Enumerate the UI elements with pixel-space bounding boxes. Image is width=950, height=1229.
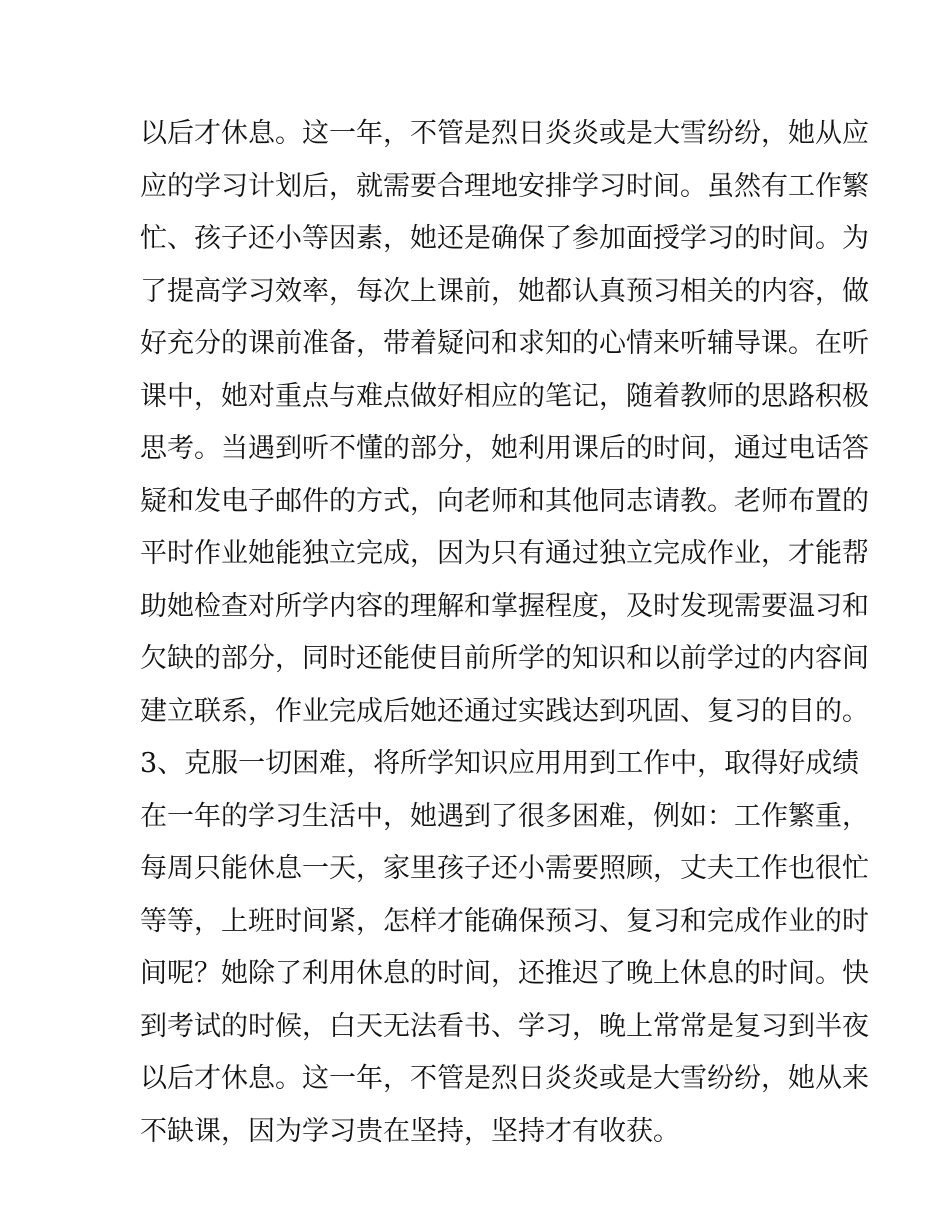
text-line: 以后才休息。这一年，不管是烈日炎炎或是大雪纷纷，她从来 xyxy=(140,1063,869,1094)
section-heading: 3、克服一切困难，将所学知识应用用到工作中，取得好成绩 xyxy=(140,748,860,779)
text-line: 了提高学习效率，每次上课前，她都认真预习相关的内容，做 xyxy=(140,275,869,307)
text-line: 等等，上班时间紧，怎样才能确保预习、复习和完成作业的时 xyxy=(140,905,869,937)
text-line: 应的学习计划后，就需要合理地安排学习时间。虽然有工作繁 xyxy=(140,170,869,202)
text-line: 不缺课，因为学习贵在坚持，坚持才有收获。 xyxy=(140,1115,680,1147)
text-line: 在一年的学习生活中，她遇到了很多困难，例如：工作繁重， xyxy=(140,800,869,832)
text-line: 到考试的时候，白天无法看书、学习，晚上常常是复习到半夜 xyxy=(140,1010,869,1042)
text-line: 好充分的课前准备，带着疑问和求知的心情来听辅导课。在听 xyxy=(140,328,869,359)
text-line: 疑和发电子邮件的方式，向老师和其他同志请教。老师布置的 xyxy=(140,485,869,517)
text-line: 平时作业她能独立完成，因为只有通过独立完成作业，才能帮 xyxy=(140,538,869,569)
text-line: 忙、孩子还小等因素，她还是确保了参加面授学习的时间。为 xyxy=(140,223,869,254)
text-line: 课中，她对重点与难点做好相应的笔记，随着教师的思路积极 xyxy=(140,380,869,412)
text-line: 建立联系，作业完成后她还通过实践达到巩固、复习的目的。 xyxy=(140,695,869,727)
text-line: 每周只能休息一天，家里孩子还小需要照顾，丈夫工作也很忙 xyxy=(140,853,869,884)
text-line: 思考。当遇到听不懂的部分，她利用课后的时间，通过电话答 xyxy=(140,433,869,464)
body-text xyxy=(140,108,869,1158)
text-line: 欠缺的部分，同时还能使目前所学的知识和以前学过的内容间 xyxy=(140,643,869,674)
text-line: 助她检查对所学内容的理解和掌握程度，及时发现需要温习和 xyxy=(140,590,869,622)
text-line: 间呢？她除了利用休息的时间，还推迟了晚上休息的时间。快 xyxy=(140,958,869,989)
text-line: 以后才休息。这一年，不管是烈日炎炎或是大雪纷纷，她从应 xyxy=(140,118,869,149)
